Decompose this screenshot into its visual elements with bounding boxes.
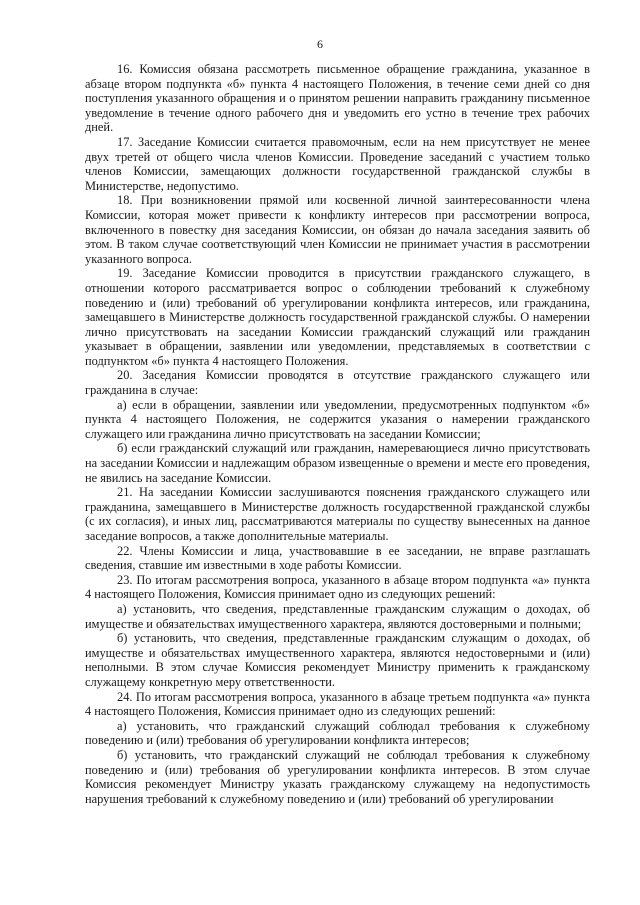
paragraph-20-a: а) если в обращении, заявлении или уведомлении, предусмотренных подпунктом «б» пункта 4 настоящего Положения, не содержится указания о намерении гражданского служащего или гражданина лично присутствовать на заседании Комиссии;	[85, 397, 590, 441]
paragraph-16: 16. Комиссия обязана рассмотреть письменное обращение гражданина, указанное в абзаце втором подпункта «б» пункта 4 настоящего Положения, в течение семи дней со дня поступления указанного обращения и о принятом решении направить гражданину письменное уведомление в течение одного рабочего дня и уведомить его устно в течение трех рабочих дней.	[85, 62, 590, 135]
paragraph-23: 23. По итогам рассмотрения вопроса, указанного в абзаце втором подпункта «а» пункта 4 настоящего Положения, Комиссия принимает одно из следующих решений:	[85, 572, 590, 602]
paragraph-22: 22. Члены Комиссии и лица, участвовавшие в ее заседании, не вправе разглашать сведения, ставшие им известными в ходе работы Комиссии.	[85, 543, 590, 573]
paragraph-20-b: б) если гражданский служащий или гражданин, намеревающиеся лично присутствовать на заседании Комиссии и надлежащим образом извещенные о времени и месте его проведения, не явились на заседание Комиссии.	[85, 441, 590, 485]
paragraph-18: 18. При возникновении прямой или косвенной личной заинтересованности члена Комиссии, которая может привести к конфликту интересов при рассмотрении вопроса, включенного в повестку дня заседания Комиссии, он обязан до начала заседания заявить об этом. В таком случае соответствующий член Комиссии не принимает участия в рассмотрении указанного вопроса.	[85, 193, 590, 266]
paragraph-24: 24. По итогам рассмотрения вопроса, указанного в абзаце третьем подпункта «а» пункта 4 настоящего Положения, Комиссия принимает одно из следующих решений:	[85, 689, 590, 719]
paragraph-23-a: а) установить, что сведения, представленные гражданским служащим о доходах, об имуществе и обязательствах имущественного характера, являются достоверными и полными;	[85, 601, 590, 631]
paragraph-23-b: б) установить, что сведения, представленные гражданским служащим о доходах, об имуществе и обязательствах имущественного характера, являются недостоверными и (или) неполными. В этом случае Комиссия рекомендует Министру применить к гражданскому служащему конкретную меру ответственности.	[85, 631, 590, 689]
paragraph-21: 21. На заседании Комиссии заслушиваются пояснения гражданского служащего или гражданина, замещавшего в Министерстве должность государственной гражданской службы (с их согласия), и иных лиц, рассматриваются материалы по существу вынесенных на данное заседание вопросов, а также дополнительные материалы.	[85, 485, 590, 543]
paragraph-20: 20. Заседания Комиссии проводятся в отсутствие гражданского служащего или гражданина в случае:	[85, 368, 590, 398]
paragraph-17: 17. Заседание Комиссии считается правомочным, если на нем присутствует не менее двух третей от общего числа членов Комиссии. Проведение заседаний с участием только членов Комиссии, замещающих должности государственной гражданской службы в Министерстве, недопустимо.	[85, 134, 590, 193]
paragraph-24-a: а) установить, что гражданский служащий соблюдал требования к служебному поведению и (или) требования об урегулировании конфликта интересов;	[85, 718, 590, 748]
document-body	[85, 62, 590, 806]
page-number: 6	[317, 37, 323, 51]
paragraph-19: 19. Заседание Комиссии проводится в присутствии гражданского служащего, в отношении которого рассматривается вопрос о соблюдении требований к служебному поведению и (или) требований об урегулировании конфликта интересов, или гражданина, замещавшего в Министерстве должность государственной гражданской службы. О намерении лично присутствовать на заседании Комиссии гражданский служащий или гражданин указывает в обращении, заявлении или уведомлении, представляемых в соответствии с подпунктом «б» пункта 4 настоящего Положения.	[85, 266, 590, 368]
paragraph-24-b: б) установить, что гражданский служащий не соблюдал требования к служебному поведению и (или) требования об урегулировании конфликта интересов. В этом случае Комиссия рекомендует Министру указать гражданскому служащему на недопустимость нарушения требований к служебному поведению и (или) требований об урегулировании	[85, 747, 590, 806]
